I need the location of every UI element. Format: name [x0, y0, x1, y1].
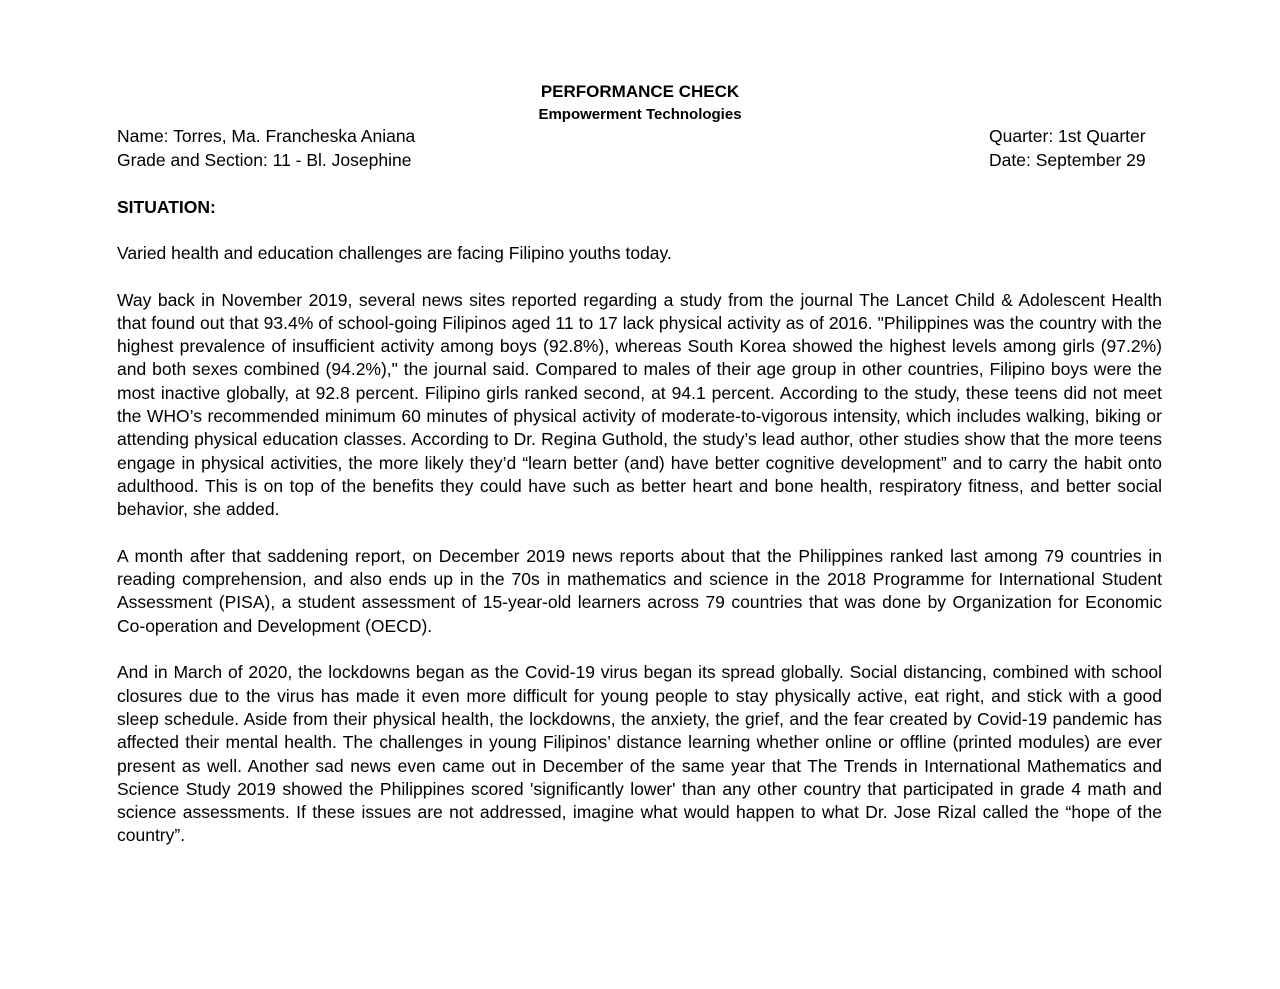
student-info — [117, 125, 415, 172]
situation-body — [117, 242, 1162, 871]
document-title: PERFORMANCE CHECK — [540, 82, 740, 101]
quarter: Quarter: 1st Quarter — [989, 126, 1146, 146]
situation-heading: SITUATION: — [117, 197, 216, 217]
period-info — [989, 125, 1146, 172]
paragraph-intro: Varied health and education challenges are facing Filipino youths today. — [117, 243, 672, 263]
student-name: Name: Torres, Ma. Francheska Aniana — [117, 126, 416, 146]
date: Date: September 29 — [989, 149, 1146, 170]
paragraph-physical-activity: Way back in November 2019, several news sites reported regarding a study from the journal The Lancet Child & Adolescent Health that found out that 93.4% of school-going Filipinos aged 11 to 17 lack physical activity as of 2016. "Philippines was the country with the highest prevalence of insufficient activity among boys (92.8%), whereas South Korea showed the highest levels among girls (97.2%) and both sexes combined (94.2%)," the journal said. Compared to males of their age group in other countries, Filipino boys were the most inactive globally, at 92.8 percent. Filipino girls ranked second, at 94.1 percent. According to the study, these teens did not meet the WHO’s recommended minimum 60 minutes of physical activity of moderate-to-vigorous intensity, which includes walking, biking or attending physical education classes. According to Dr. Regina Guthold, the study’s lead author, other studies show that the more teens engage in physical activities, the more likely they’d “learn better (and) have better cognitive development” and to carry the habit onto adulthood. This is on top of the benefits they could have such as better heart and bone health, respiratory fitness, and better social behavior, she added. — [117, 289, 1162, 520]
paragraph-covid: And in March of 2020, the lockdowns began as the Covid-19 virus began its spread globally. Social distancing, combined with school closures due to the virus has made it even more difficult for young people to stay physically active, eat right, and stick with a good sleep schedule. Aside from their physical health, the lockdowns, the anxiety, the grief, and the fear created by Covid-19 pandemic has affected their mental health. The challenges in young Filipinos’ distance learning whether online or offline (printed modules) are ever present as well. Another sad news even came out in December of the same year that The Trends in International Mathematics and Science Study 2019 showed the Philippines scored 'significantly lower' than any other country that participated in grade 4 math and science assessments. If these issues are not addressed, imagine what would happen to what Dr. Jose Rizal called the “hope of the country”. — [117, 662, 1162, 846]
grade-section: Grade and Section: 11 - Bl. Josephine — [117, 149, 412, 170]
document-subtitle: Empowerment Technologies — [538, 106, 742, 123]
paragraph-pisa: A month after that saddening report, on December 2019 news reports about that the Philippines ranked last among 79 countries in reading comprehension, and also ends up in the 70s in mathematics and science in the 2018 Programme for International Student Assessment (PISA), a student assessment of 15-year-old learners across 79 countries that was done by Organization for Economic Co-operation and Development (OECD). — [117, 545, 1162, 636]
